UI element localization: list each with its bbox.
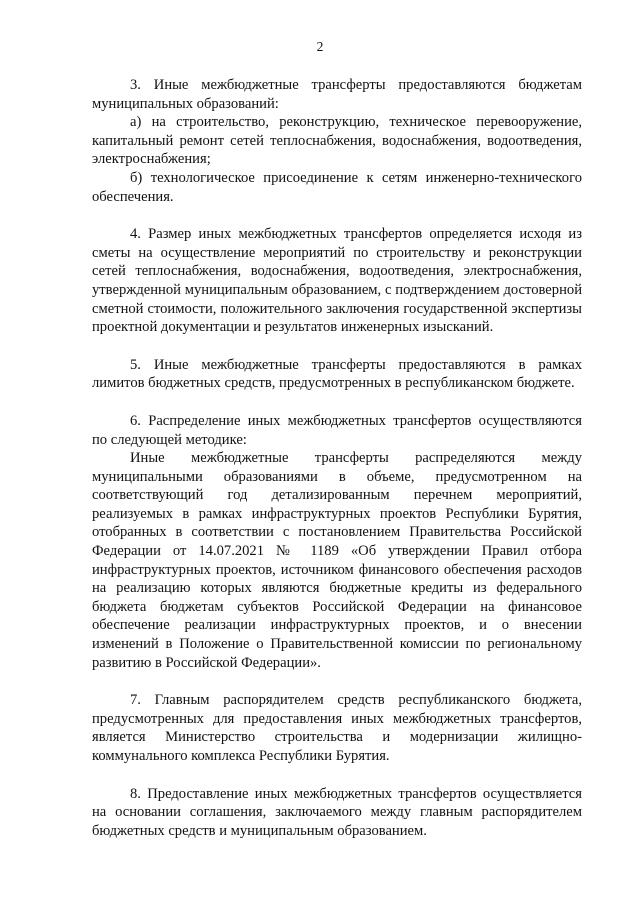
paragraph-3a: а) на строительство, реконструкцию, техническое перевооружение, капитальный ремонт сетей теплоснабжения, водоснабжения, водоотведения, электроснабжения; [92, 114, 582, 168]
paragraph-6: 6. Распределение иных межбюджетных трансфертов осуществляются по следующей методике: [92, 412, 582, 448]
paragraph-3: 3. Иные межбюджетные трансферты предоставляются бюджетам муниципальных образований: [92, 77, 582, 112]
paragraph-8: 8. Предоставление иных межбюджетных трансфертов осуществляется на основании соглашения, заключаемого между главным распорядителем бюджетных средств и муниципальным образованием. [92, 785, 582, 839]
paragraph-6a: Иные межбюджетные трансферты распределяются между муниципальными образованиями в объеме, предусмотренном на соответствующий год детализированным перечнем мероприятий, реализуемых в рамках инфраструктурных проектов Республики Бурятия, отобранных в соответствии с постановлением Правительства Российской Федерации от 14.07.2021 № 1189 «Об утверждении Правил отбора инфраструктурных проектов, источником финансового обеспечения расходов на реализацию которых являются бюджетные кредиты из федерального бюджета бюджетам субъектов Российской Федерации на финансовое обеспечение реализации инфраструктурных проектов, и о внесении изменений в Положение о Правительственной комиссии по региональному развитию в Российской Федерации». [92, 450, 582, 671]
paragraph-5: 5. Иные межбюджетные трансферты предоставляются в рамках лимитов бюджетных средств, предусмотренных в республиканском бюджете. [92, 356, 582, 392]
paragraph-4: 4. Размер иных межбюджетных трансфертов определяется исходя из сметы на осуществление мероприятий по строительству и реконструкции сетей теплоснабжения, водоснабжения, водоотведения, электроснабжения, утвержденной муниципальным образованием, с подтверждением достоверной сметной стоимости, положительного заключения государственной экспертизы проектной документации и результатов инженерных изысканий. [92, 226, 582, 336]
page-number: 2 [316, 39, 324, 54]
paragraph-3b: б) технологическое присоединение к сетям инженерно-технического обеспечения. [92, 169, 582, 205]
paragraph-7: 7. Главным распорядителем средств республиканского бюджета, предусмотренных для предоставления иных межбюджетных трансфертов, является Министерство строительства и модернизации жилищно-коммунального комплекса Республики Бурятия. [92, 692, 582, 764]
document-body [92, 76, 582, 840]
